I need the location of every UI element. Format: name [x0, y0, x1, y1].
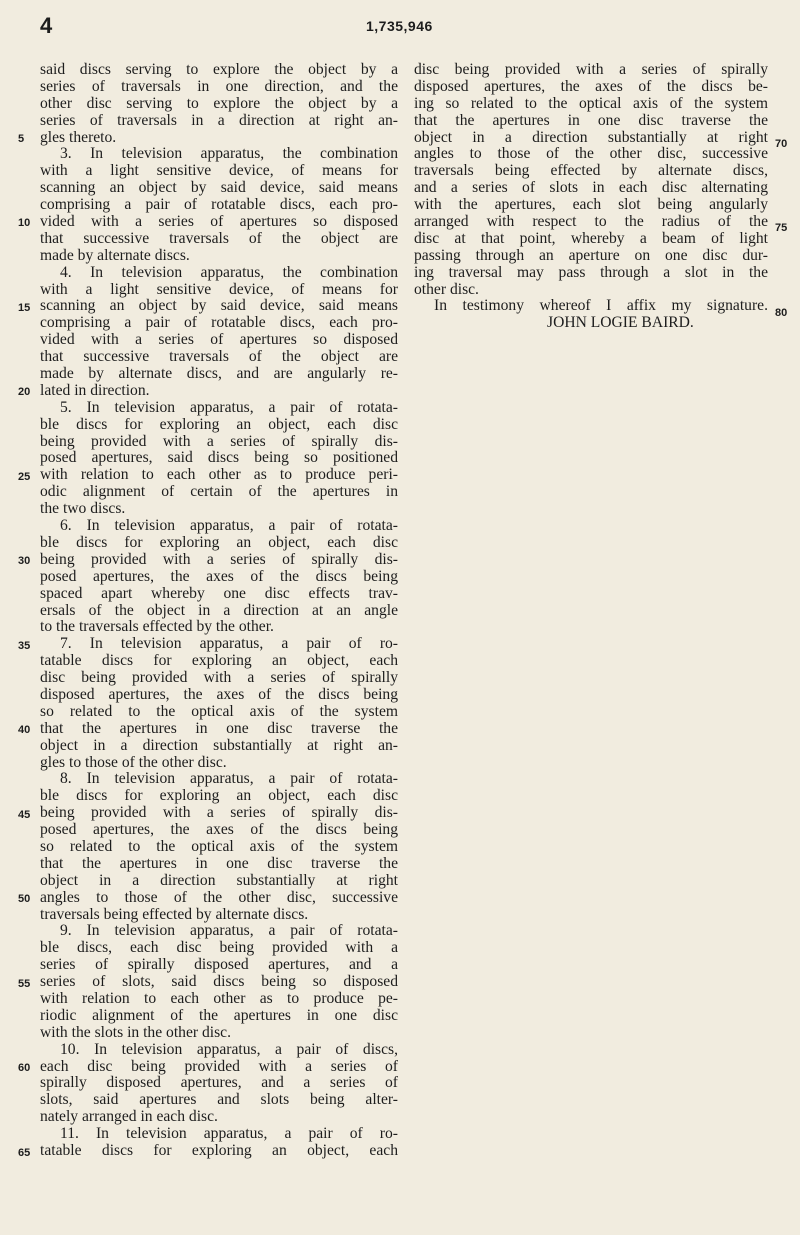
text-line: 8. In television apparatus, a pair of rotata- — [60, 770, 398, 788]
text-line: being provided with a series of spirally dis- — [40, 550, 398, 568]
text-line: 4. In television apparatus, the combination — [60, 263, 398, 281]
text-line: In testimony whereof I affix my signature. — [434, 297, 768, 315]
text-line: ersals of the object in a direction at an angle — [40, 601, 398, 619]
line-number: 70 — [775, 137, 788, 150]
text-line: with a light sensitive device, of means for — [40, 280, 398, 298]
text-line: other disc. — [414, 280, 479, 298]
text-line: 6. In television apparatus, a pair of rotata- — [60, 517, 398, 535]
text-line: ble discs for exploring an object, each disc — [40, 787, 398, 805]
text-line: angles to those of the other disc, successive — [40, 888, 398, 906]
text-line: the two discs. — [40, 500, 126, 518]
text-line: 5. In television apparatus, a pair of rotata- — [60, 398, 398, 416]
text-line: other disc serving to explore the object by a — [40, 94, 398, 112]
text-line: with relation to each other as to produce pe- — [40, 989, 398, 1007]
text-line: with the apertures, each slot being angularly — [414, 196, 768, 214]
text-line: posed apertures, the axes of the discs being — [40, 821, 398, 839]
line-number: 80 — [775, 306, 788, 319]
text-line: ing traversal may pass through a slot in the — [414, 263, 768, 281]
text-line: arranged with respect to the radius of the — [414, 213, 768, 231]
text-line: vided with a series of apertures so disposed — [40, 213, 398, 231]
line-number: 15 — [18, 301, 31, 314]
patent-number: 1,735,946 — [366, 18, 433, 34]
text-line: comprising a pair of rotatable discs, each pro- — [40, 314, 398, 332]
left-text-column — [40, 62, 398, 1160]
text-line: disc being provided with a series of spirally — [40, 669, 398, 687]
line-number: 10 — [18, 217, 31, 230]
text-line: that the apertures in one disc traverse the — [40, 719, 398, 737]
text-line: so related to the optical axis of the system — [40, 702, 398, 720]
text-line: disposed apertures, the axes of the discs being — [40, 685, 398, 703]
text-line: ble discs for exploring an object, each disc — [40, 415, 398, 433]
text-line: 3. In television apparatus, the combination — [60, 145, 398, 163]
text-line: that successive traversals of the object are — [40, 229, 398, 247]
text-line: spirally disposed apertures, and a series of — [40, 1074, 398, 1092]
text-line: slots, said apertures and slots being alter- — [40, 1091, 398, 1109]
text-line: tatable discs for exploring an object, each — [40, 652, 398, 670]
text-line: that successive traversals of the object are — [40, 348, 398, 366]
text-line: made by alternate discs, and are angularly re- — [40, 365, 398, 383]
line-number: 30 — [18, 555, 31, 568]
text-line: with relation to each other as to produce peri- — [40, 466, 398, 484]
line-number: 75 — [775, 222, 788, 235]
line-number: 5 — [18, 132, 25, 145]
text-line: odic alignment of certain of the apertures in — [40, 483, 398, 501]
text-line: scanning an object by said device, said means — [40, 297, 398, 315]
text-line: lated in direction. — [40, 381, 150, 399]
text-line: traversals being effected by alternate discs. — [40, 905, 309, 923]
text-line: 11. In television apparatus, a pair of ro- — [60, 1125, 398, 1143]
text-line: that the apertures in one disc traverse the — [40, 854, 398, 872]
text-line: series of traversals in a direction at right an- — [40, 111, 398, 129]
text-line: series of traversals in one direction, and the — [40, 77, 398, 95]
text-line: each disc being provided with a series of — [40, 1057, 398, 1075]
text-line: with a light sensitive device, of means for — [40, 162, 398, 180]
line-number: 25 — [18, 470, 31, 483]
line-number: 40 — [18, 724, 31, 737]
text-line: scanning an object by said device, said means — [40, 179, 398, 197]
text-line: disc being provided with a series of spirally — [414, 61, 768, 78]
text-line: gles to those of the other disc. — [40, 753, 227, 771]
line-number: 65 — [18, 1146, 31, 1159]
text-line: angles to those of the other disc, successive — [414, 145, 768, 163]
page-number: 4 — [40, 13, 53, 38]
text-line: that the apertures in one disc traverse the — [414, 111, 768, 129]
text-line: vided with a series of apertures so disposed — [40, 331, 398, 349]
text-line: series of slots, said discs being so disposed — [40, 973, 398, 991]
text-line: object in a direction substantially at right — [40, 871, 398, 889]
text-line: ble discs for exploring an object, each disc — [40, 533, 398, 551]
text-line: 9. In television apparatus, a pair of rotata- — [60, 922, 398, 940]
line-number: 45 — [18, 808, 31, 821]
text-line: made by alternate discs. — [40, 246, 190, 264]
text-line: spaced apart whereby one disc effects trav- — [40, 584, 398, 602]
text-line: posed apertures, said discs being so positioned — [40, 449, 398, 467]
text-line: passing through an aperture on one disc dur- — [414, 246, 768, 264]
text-line: JOHN LOGIE BAIRD. — [547, 314, 694, 332]
text-line: object in a direction substantially at right — [414, 128, 768, 146]
text-line: riodic alignment of the apertures in one disc — [40, 1006, 398, 1024]
text-line: 7. In television apparatus, a pair of ro- — [60, 635, 398, 653]
right-text-column — [414, 62, 768, 332]
text-line: ing so related to the optical axis of the system — [414, 94, 768, 112]
text-line: tatable discs for exploring an object, each — [40, 1142, 398, 1159]
line-number: 50 — [18, 893, 31, 906]
text-line: being provided with a series of spirally dis- — [40, 432, 398, 450]
text-line: said discs serving to explore the object by a — [40, 61, 398, 78]
text-line: to the traversals effected by the other. — [40, 618, 274, 636]
text-line: comprising a pair of rotatable discs, each pro- — [40, 196, 398, 214]
text-line: 10. In television apparatus, a pair of discs, — [60, 1040, 398, 1058]
line-number: 55 — [18, 977, 31, 990]
text-line: gles thereto. — [40, 128, 117, 146]
line-number: 35 — [18, 639, 31, 652]
text-line: traversals being effected by alternate discs, — [414, 162, 768, 180]
text-line: object in a direction substantially at right an- — [40, 736, 398, 754]
text-line: being provided with a series of spirally dis- — [40, 804, 398, 822]
line-number: 20 — [18, 386, 31, 399]
text-line: nately arranged in each disc. — [40, 1108, 218, 1126]
line-number: 60 — [18, 1062, 31, 1075]
text-line: ble discs, each disc being provided with a — [40, 939, 398, 957]
text-line: series of spirally disposed apertures, and a — [40, 956, 398, 974]
text-line: posed apertures, the axes of the discs being — [40, 567, 398, 585]
text-line: and a series of slots in each disc alternating — [414, 179, 768, 197]
text-line: disposed apertures, the axes of the discs be- — [414, 77, 768, 95]
text-line: with the slots in the other disc. — [40, 1023, 232, 1041]
text-line: so related to the optical axis of the system — [40, 837, 398, 855]
text-line: disc at that point, whereby a beam of light — [414, 229, 768, 247]
